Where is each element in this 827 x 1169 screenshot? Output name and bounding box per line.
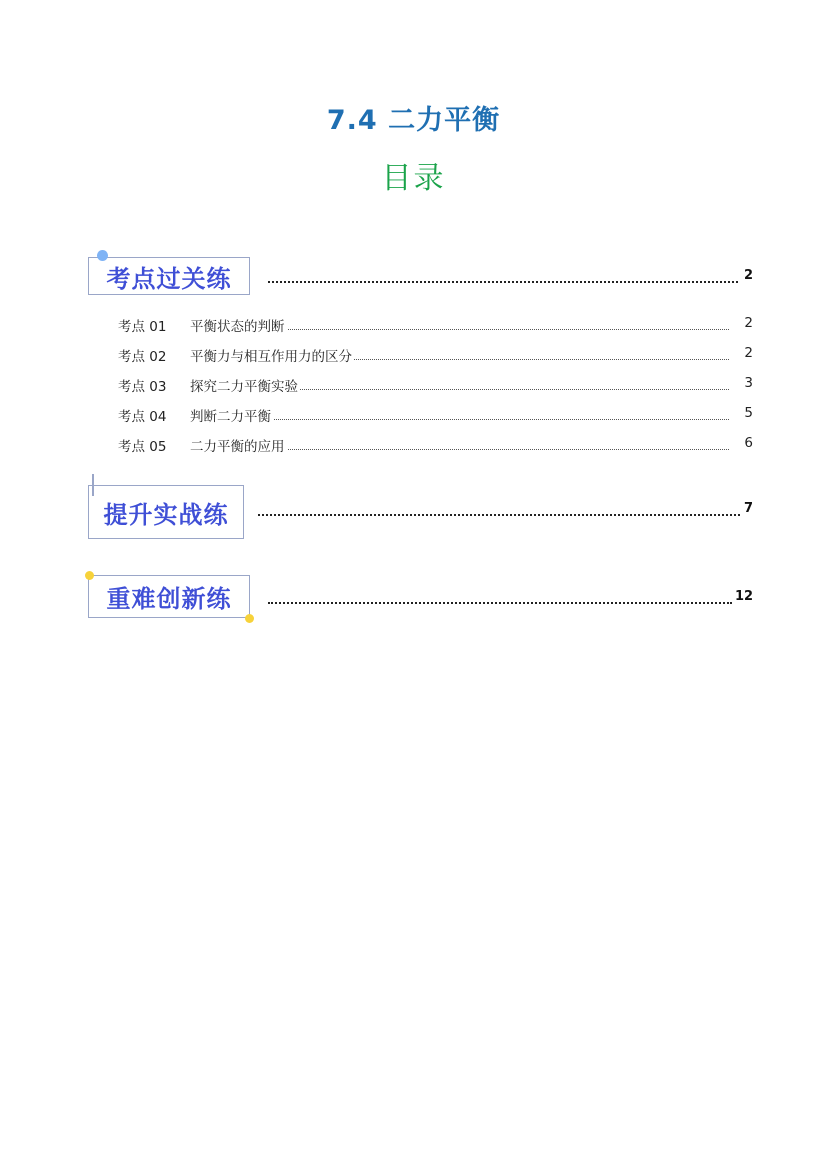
entry-title: 二力平衡的应用	[190, 435, 287, 455]
decorative-dot-icon	[97, 250, 108, 261]
toc-entry[interactable]	[118, 375, 753, 395]
toc-entry[interactable]	[118, 315, 753, 335]
toc-entry[interactable]	[118, 405, 753, 425]
section-label: 提升实战练	[103, 500, 229, 529]
entry-code: 考点 05	[118, 439, 167, 455]
entry-page: 2	[744, 345, 753, 361]
section-leader	[268, 602, 732, 604]
toc-entry[interactable]	[118, 345, 753, 365]
toc-heading: 目录	[381, 161, 446, 196]
section-badge	[88, 575, 250, 618]
section-badge	[88, 485, 244, 539]
entry-page: 3	[744, 375, 753, 391]
section-header-kaodian[interactable]	[88, 257, 250, 295]
section-badge	[88, 257, 250, 295]
entry-code: 考点 04	[118, 409, 167, 425]
entry-code: 考点 01	[118, 319, 167, 335]
entry-page: 2	[744, 315, 753, 331]
section-label: 重难创新练	[106, 585, 232, 613]
section-page-number: 2	[744, 268, 754, 283]
entry-title: 探究二力平衡实验	[190, 375, 300, 395]
entry-title: 平衡状态的判断	[190, 315, 287, 335]
entry-code: 考点 02	[118, 349, 167, 365]
section-page-number: 7	[744, 501, 754, 516]
entry-title: 平衡力与相互作用力的区分	[190, 345, 354, 365]
entry-page: 5	[744, 405, 753, 421]
section-leader	[268, 281, 738, 283]
section-page-number: 12	[735, 589, 754, 604]
section-label: 考点过关练	[106, 264, 232, 293]
decorative-dot-icon	[85, 571, 94, 580]
section-leader	[258, 514, 740, 516]
decorative-line	[92, 474, 94, 496]
decorative-dot-icon	[245, 614, 254, 623]
document-title: 7.4 二力平衡	[326, 105, 501, 136]
toc-entry[interactable]	[118, 435, 753, 455]
entry-page: 6	[744, 435, 753, 451]
section-header-zhongnan[interactable]	[88, 575, 250, 618]
section-header-tisheng[interactable]	[88, 485, 244, 539]
entry-code: 考点 03	[118, 379, 167, 395]
entry-title: 判断二力平衡	[190, 405, 273, 425]
